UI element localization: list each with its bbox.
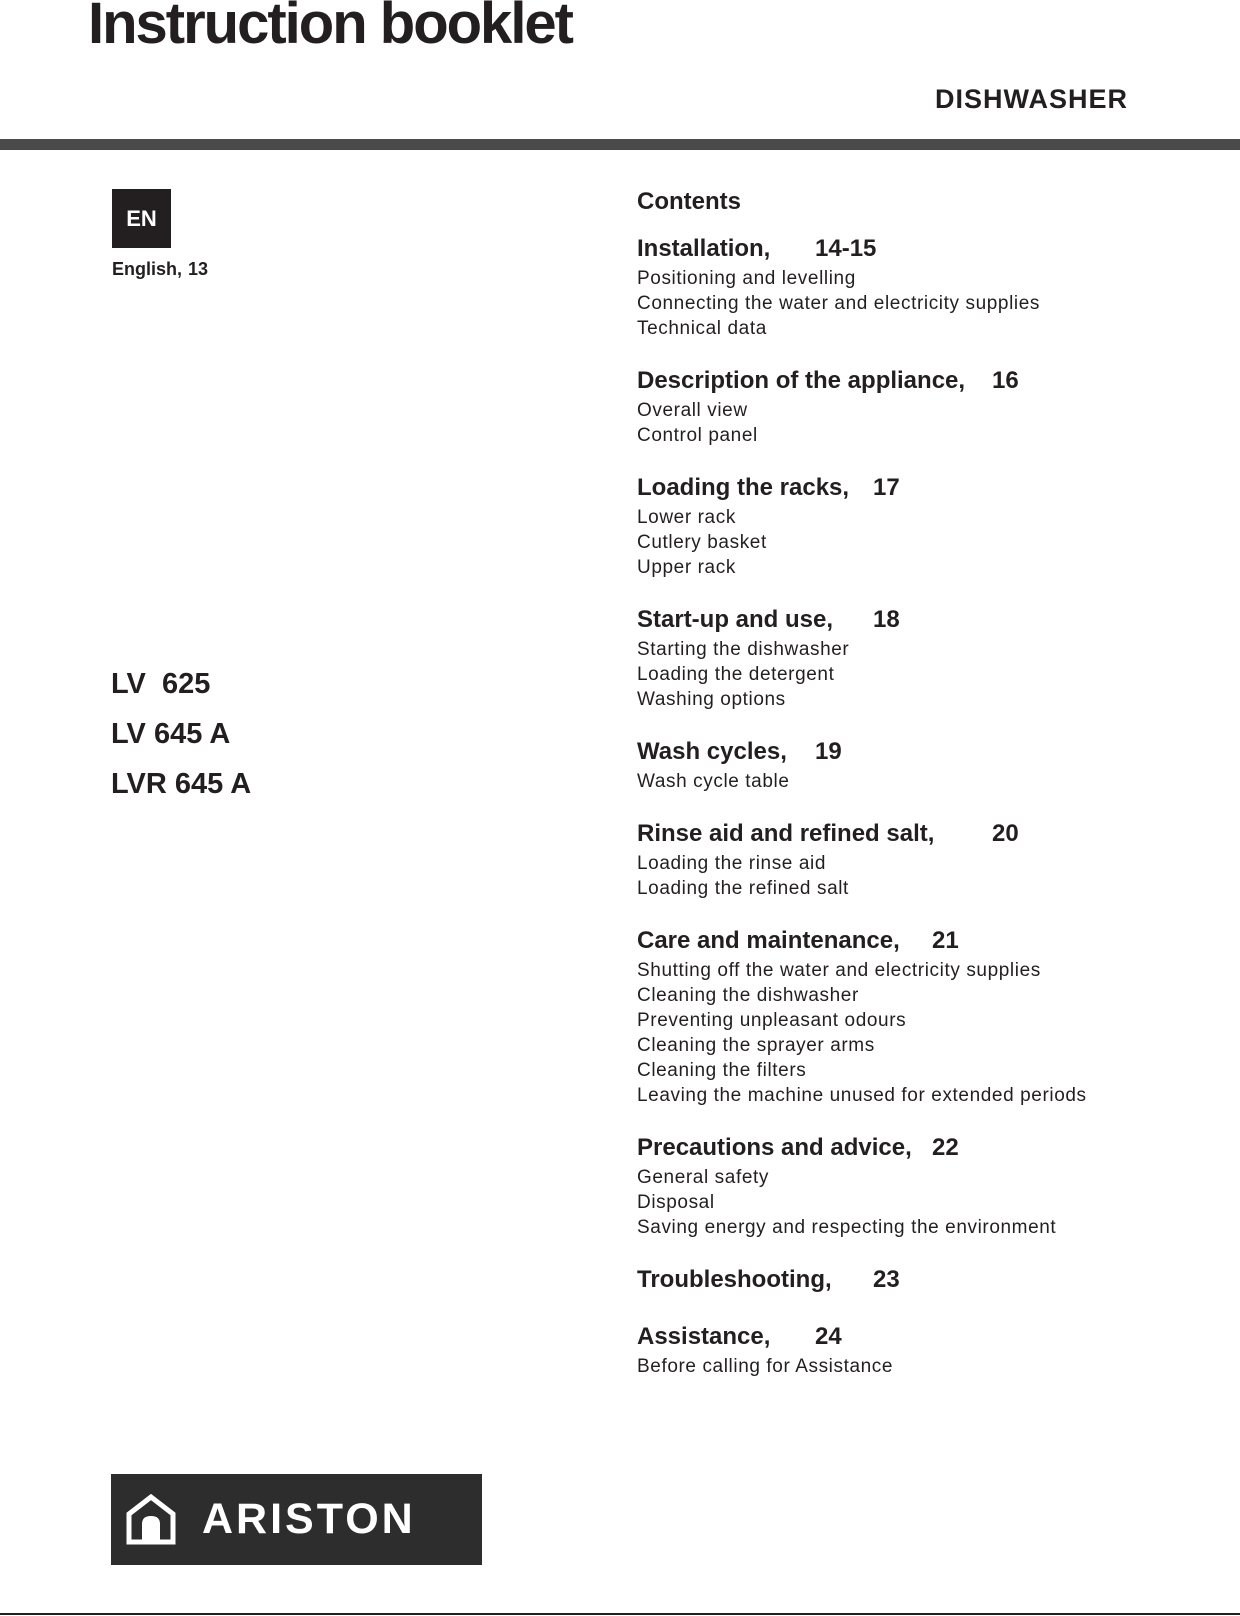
page-title: Instruction booklet xyxy=(88,0,572,56)
toc-section-title: Assistance, xyxy=(637,1323,771,1350)
toc-section-wash-cycles xyxy=(637,735,1157,794)
toc-section-title: Installation, xyxy=(637,235,771,262)
footer-divider xyxy=(0,1613,1240,1615)
model-name: LVR 645 A xyxy=(111,768,252,800)
toc-item: Preventing unpleasant odours xyxy=(637,1010,907,1031)
brand-name: ARISTON xyxy=(202,1495,416,1543)
model-name: LV 625 xyxy=(111,668,211,700)
toc-item: Cutlery basket xyxy=(637,532,767,553)
toc-section-title: Start-up and use, xyxy=(637,606,834,633)
toc-section-page: 21 xyxy=(932,927,959,954)
toc-section-troubleshooting xyxy=(637,1263,1157,1297)
language-label: English, xyxy=(112,259,183,279)
product-type: DISHWASHER xyxy=(934,84,1128,114)
toc-item: Positioning and levelling xyxy=(637,268,856,289)
toc-item: Cleaning the sprayer arms xyxy=(637,1035,875,1056)
toc-section-page: 18 xyxy=(873,606,900,633)
toc-item: Leaving the machine unused for extended periods xyxy=(637,1085,1087,1106)
toc-section-page: 22 xyxy=(932,1134,959,1161)
toc-section-title: Description of the appliance, xyxy=(637,367,966,394)
header-divider xyxy=(0,139,1240,150)
toc-item: General safety xyxy=(637,1167,769,1188)
toc-section-page: 24 xyxy=(815,1323,842,1350)
toc-section-page: 16 xyxy=(992,367,1019,394)
toc-item: Loading the detergent xyxy=(637,664,835,685)
toc-section-page: 19 xyxy=(815,738,842,765)
toc-item: Lower rack xyxy=(637,507,736,528)
language-badge: EN xyxy=(112,189,171,248)
toc-item: Connecting the water and electricity supplies xyxy=(637,293,1040,314)
toc-section-installation xyxy=(637,232,1157,341)
toc-section-start-up xyxy=(637,603,1157,712)
toc-section-title: Care and maintenance, xyxy=(637,927,900,954)
toc-item: Saving energy and respecting the environment xyxy=(637,1217,1057,1238)
model-list xyxy=(111,659,251,809)
toc-section-title: Wash cycles, xyxy=(637,738,787,765)
toc-item: Loading the rinse aid xyxy=(637,853,827,874)
toc-item: Upper rack xyxy=(637,557,736,578)
toc-section-precautions xyxy=(637,1131,1157,1240)
toc-item: Control panel xyxy=(637,425,758,446)
contents-heading: Contents xyxy=(637,188,741,215)
language-page: 13 xyxy=(188,259,209,279)
toc-section-title: Rinse aid and refined salt, xyxy=(637,820,935,847)
house-icon xyxy=(126,1494,176,1546)
toc-item: Technical data xyxy=(637,318,767,339)
toc-section-title: Troubleshooting, xyxy=(637,1266,832,1293)
toc-section-assistance xyxy=(637,1320,1157,1379)
toc-section-page: 14-15 xyxy=(815,235,877,262)
toc-item: Disposal xyxy=(637,1192,715,1213)
toc-item: Cleaning the filters xyxy=(637,1060,807,1081)
toc-section-loading-racks xyxy=(637,471,1157,580)
toc-item: Shutting off the water and electricity supplies xyxy=(637,960,1041,981)
language-reference xyxy=(112,259,208,280)
toc-section-title: Loading the racks, xyxy=(637,474,850,501)
toc-section-page: 20 xyxy=(992,820,1019,847)
table-of-contents xyxy=(637,186,1157,1402)
toc-item: Cleaning the dishwasher xyxy=(637,985,859,1006)
brand-logo xyxy=(111,1474,482,1565)
toc-item: Starting the dishwasher xyxy=(637,639,850,660)
toc-item: Overall view xyxy=(637,400,748,421)
toc-item: Before calling for Assistance xyxy=(637,1356,894,1377)
toc-section-page: 23 xyxy=(873,1266,900,1293)
toc-section-title: Precautions and advice, xyxy=(637,1134,912,1161)
toc-section-rinse-aid xyxy=(637,817,1157,901)
toc-item: Loading the refined salt xyxy=(637,878,849,899)
toc-item: Wash cycle table xyxy=(637,771,790,792)
toc-item: Washing options xyxy=(637,689,786,710)
toc-section-page: 17 xyxy=(873,474,900,501)
toc-section-description xyxy=(637,364,1157,448)
model-name: LV 645 A xyxy=(111,718,231,750)
toc-section-care xyxy=(637,924,1157,1108)
